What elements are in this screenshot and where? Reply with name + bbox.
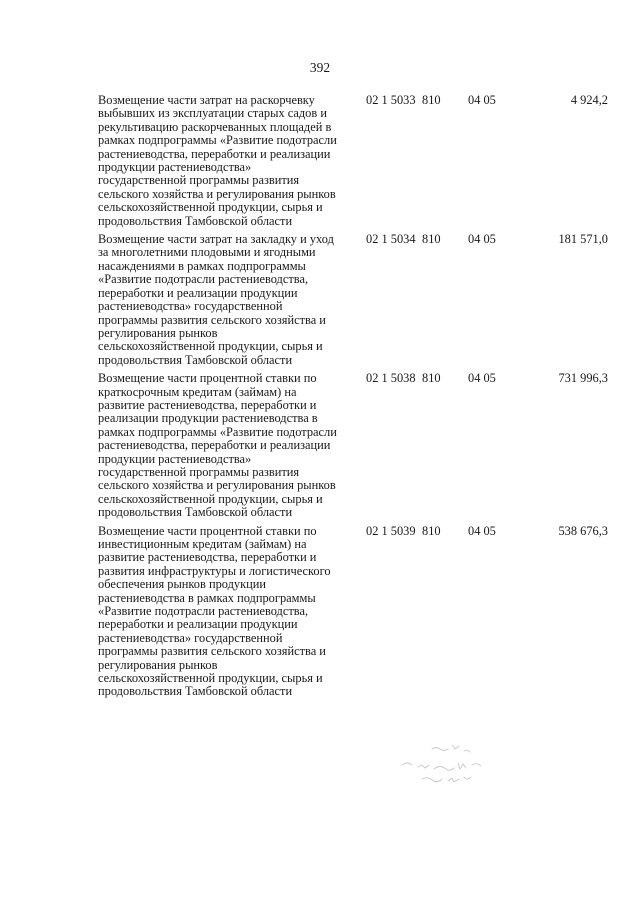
- description-line: переработки и реализации продукции: [98, 285, 298, 300]
- description-line: развитие растениеводства, переработки и: [98, 550, 317, 565]
- row-code: 02 1 5034: [366, 232, 416, 247]
- description-line: Возмещение части затрат на раскорчевку: [98, 93, 315, 107]
- description-line: за многолетними плодовыми и ягодными: [98, 245, 316, 260]
- row-amount: 4 924,2: [570, 93, 608, 107]
- description-line: «Развитие подотрасли растениеводства,: [98, 604, 309, 619]
- description-line: сельского хозяйства и регулирования рынков: [98, 478, 336, 493]
- description-line: растениеводства» государственной: [98, 630, 283, 645]
- description-line: рамках подпрограммы «Развитие подотрасли: [98, 133, 337, 148]
- description-line: насаждениями в рамках подпрограммы: [98, 258, 306, 273]
- description-line: Возмещение части процентной ставки по: [98, 371, 317, 386]
- description-line: реализации продукции растениеводства в: [98, 411, 318, 426]
- description-line: растениеводства, переработки и реализации: [98, 146, 331, 161]
- row-section: 04 05: [468, 232, 496, 247]
- row-description: [98, 94, 354, 233]
- row-description: [98, 525, 354, 704]
- description-line: государственной программы развития: [98, 464, 300, 479]
- description-line: краткосрочным кредитам (займам) на: [98, 384, 297, 399]
- description-line: рамках подпрограммы «Развитие подотрасли: [98, 424, 337, 439]
- description-line: сельскохозяйственной продукции, сырья и: [98, 491, 323, 506]
- description-line: растениеводства, переработки и реализации: [98, 438, 331, 453]
- row-expense-type: 810: [422, 232, 441, 247]
- description-line: регулирования рынков: [98, 657, 218, 672]
- description-line: инвестиционным кредитам (займам) на: [98, 537, 307, 551]
- row-section: 04 05: [468, 523, 496, 538]
- description-line: переработки и реализации продукции: [98, 617, 298, 632]
- description-line: развития инфраструктуры и логистического: [98, 563, 331, 578]
- row-code: 02 1 5033: [366, 93, 416, 107]
- table-row: [98, 233, 608, 372]
- row-expense-type: 810: [422, 93, 441, 107]
- budget-table-body: [98, 94, 608, 704]
- row-section: 04 05: [468, 371, 496, 386]
- row-expense-type: 810: [422, 371, 441, 386]
- budget-table: [98, 94, 608, 704]
- row-description: [98, 233, 354, 372]
- row-description: [98, 372, 354, 524]
- table-row: [98, 372, 608, 524]
- faint-stamp-mark: [392, 735, 512, 795]
- description-line: рекультивацию раскорчеванных площадей в: [98, 119, 332, 134]
- row-amount: 538 676,3: [558, 523, 608, 538]
- row-code: 02 1 5038: [366, 371, 416, 386]
- page-number: 392: [309, 60, 331, 75]
- description-line: сельскохозяйственной продукции, сырья и: [98, 200, 323, 215]
- description-line: продукции растениеводства»: [98, 451, 252, 466]
- description-line: программы развития сельского хозяйства и: [98, 644, 326, 659]
- description-line: сельскохозяйственной продукции, сырья и: [98, 671, 323, 686]
- description-line: сельскохозяйственной продукции, сырья и: [98, 339, 323, 354]
- description-line: Возмещение части процентной ставки по: [98, 523, 317, 538]
- description-line: продовольствия Тамбовской области: [98, 505, 293, 520]
- description-line: программы развития сельского хозяйства и: [98, 312, 326, 327]
- description-line: выбывших из эксплуатации старых садов и: [98, 106, 327, 121]
- table-row: [98, 94, 608, 233]
- description-line: продовольствия Тамбовской области: [98, 684, 293, 699]
- row-expense-type: 810: [422, 523, 441, 538]
- description-line: продукции растениеводства»: [98, 160, 252, 175]
- description-line: растениеводства» государственной: [98, 299, 283, 314]
- table-row: [98, 525, 608, 704]
- row-code: 02 1 5039: [366, 523, 416, 538]
- description-line: сельского хозяйства и регулирования рынков: [98, 186, 336, 201]
- row-section: 04 05: [468, 93, 496, 107]
- description-line: Возмещение части затрат на закладку и уход: [98, 232, 334, 247]
- description-line: государственной программы развития: [98, 173, 300, 188]
- row-amount: 181 571,0: [558, 232, 608, 247]
- description-line: «Развитие подотрасли растениеводства,: [98, 272, 309, 287]
- description-line: регулирования рынков: [98, 325, 218, 340]
- description-line: обеспечения рынков продукции: [98, 577, 267, 592]
- description-line: продовольствия Тамбовской области: [98, 352, 293, 367]
- description-line: растениеводства в рамках подпрограммы: [98, 590, 316, 605]
- row-amount: 731 996,3: [558, 371, 608, 386]
- description-line: продовольствия Тамбовской области: [98, 213, 293, 228]
- description-line: развитие растениеводства, переработки и: [98, 397, 317, 412]
